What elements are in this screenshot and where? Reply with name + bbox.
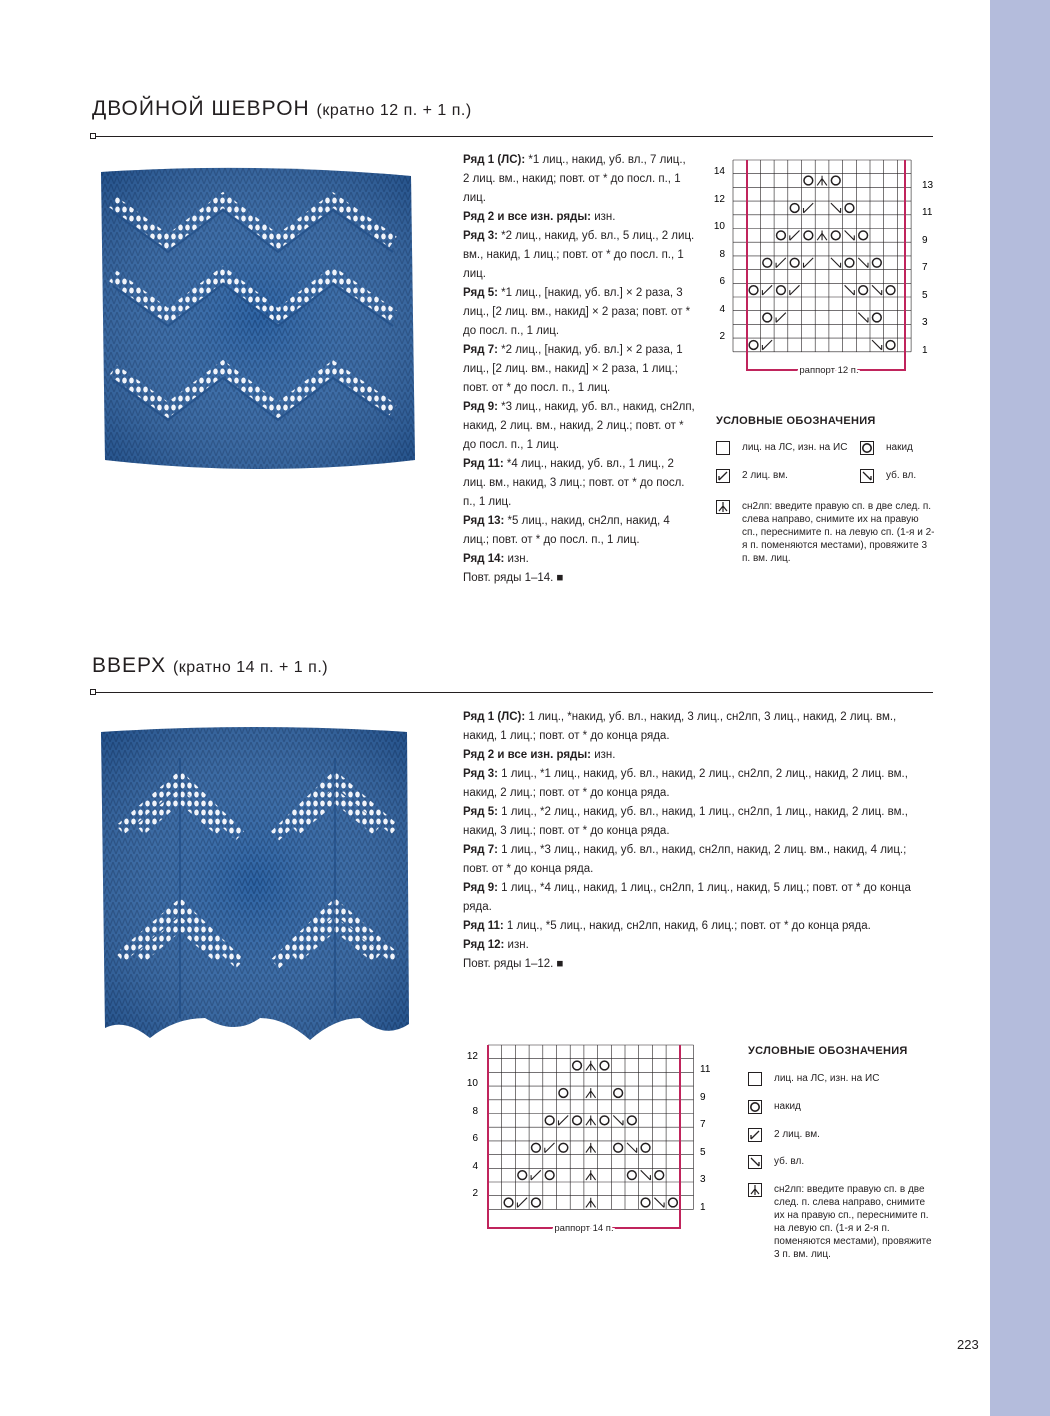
A-stitch (586, 1088, 596, 1098)
O-stitch (669, 1198, 678, 1207)
legend-item (748, 1183, 933, 1261)
row-number: 1 (922, 345, 928, 356)
A-stitch (586, 1170, 596, 1180)
row-text: изн. (591, 211, 616, 223)
O-stitch (859, 231, 868, 240)
row-instruction (463, 208, 695, 227)
\-stitch (831, 203, 841, 213)
section-name: ВВЕРХ (92, 654, 167, 677)
row-text: *1 лиц., [накид, уб. вл.] × 2 раза, 3 лиц., [2 лиц. вм., накид] × 2 раза; повт. от * до посл. п., 1 лиц. (463, 287, 691, 337)
row-text: *2 лиц., накид, уб. вл., 5 лиц., 2 лиц. вм., накид, 1 лиц.; повт. от * до посл. п., 1 лиц. (463, 230, 695, 280)
swatch-photo-upward (95, 718, 415, 1063)
row-instruction (463, 879, 933, 917)
O-stitch (600, 1061, 609, 1070)
row-instruction (463, 284, 695, 341)
row-label: Ряд 1 (ЛС): (463, 154, 526, 166)
row-text: 1 лиц., *2 лиц., накид, уб. вл., накид, 1 лиц., сн2лп, 1 лиц., накид, 2 лиц. вм., накид, 3 лиц.; повт. от * до конца ряда. (463, 806, 908, 837)
A-stitch (586, 1198, 596, 1208)
legend-item (716, 469, 788, 483)
O-stitch (763, 313, 772, 322)
legend-item (716, 500, 936, 565)
\-stitch (654, 1198, 664, 1208)
O-stitch (804, 231, 813, 240)
row-text: 1 лиц., *3 лиц., накид, уб. вл., накид, сн2лп, накид, 2 лиц. вм., накид, 4 лиц.; повт. от * до конца ряда. (463, 844, 907, 875)
row-instruction (463, 936, 933, 955)
row-number: 7 (922, 262, 928, 273)
O-stitch (886, 286, 895, 295)
legend-text: накид (886, 442, 913, 453)
repeat-note (463, 569, 695, 588)
row-number: 10 (713, 221, 725, 232)
legend-title: УСЛОВНЫЕ ОБОЗНАЧЕНИЯ (716, 415, 876, 427)
legend-text: 2 лиц. вм. (742, 470, 788, 481)
row-number: 7 (700, 1119, 706, 1130)
/-stitch (790, 285, 800, 295)
row-number: 5 (922, 290, 928, 301)
row-text: Повт. ряды 1–14. ■ (463, 572, 564, 584)
ssk-icon (860, 469, 874, 483)
row-instruction (463, 151, 695, 208)
row-label: Ряд 7: (463, 844, 498, 856)
O-stitch (763, 258, 772, 267)
side-tab (990, 0, 1050, 1416)
row-number: 11 (700, 1064, 711, 1075)
O-stitch (655, 1171, 664, 1180)
/-stitch (531, 1170, 541, 1180)
row-text: изн. (504, 553, 529, 565)
O-stitch (518, 1171, 527, 1180)
repeat-label: раппорт 14 п. (554, 1223, 614, 1234)
O-stitch (859, 286, 868, 295)
\-stitch (845, 285, 855, 295)
O-stitch (804, 176, 813, 185)
row-text: *5 лиц., накид, сн2лп, накид, 4 лиц.; повт. от * до посл. п., 1 лиц. (463, 515, 670, 546)
legend-text: лиц. на ЛС, изн. на ИС (774, 1073, 880, 1084)
row-text: *1 лиц., накид, уб. вл., 7 лиц., 2 лиц. вм., накид; повт. от * до посл. п., 1 лиц. (463, 154, 686, 204)
rule-marker (90, 689, 96, 695)
row-number: 5 (700, 1147, 706, 1158)
legend-text: 2 лиц. вм. (774, 1129, 820, 1140)
O-stitch (627, 1171, 636, 1180)
\-stitch (858, 313, 868, 323)
/-stitch (517, 1198, 527, 1208)
instructions-double-chevron (463, 151, 695, 588)
row-text: 1 лиц., *накид, уб. вл., накид, 3 лиц., сн2лп, 3 лиц., накид, 2 лиц. вм., накид, 1 лиц.; повт. от * до конца ряда. (463, 711, 897, 742)
legend-title: УСЛОВНЫЕ ОБОЗНАЧЕНИЯ (748, 1045, 908, 1057)
rule-marker (90, 133, 96, 139)
\-stitch (872, 285, 882, 295)
chart-symbols (749, 176, 895, 350)
row-label: Ряд 5: (463, 806, 498, 818)
row-instruction (463, 455, 695, 512)
row-number: 10 (466, 1078, 478, 1089)
legend-item (716, 441, 847, 455)
/-stitch (762, 340, 772, 350)
row-number: 2 (719, 331, 725, 342)
O-stitch (532, 1143, 541, 1152)
row-number: 4 (719, 304, 725, 315)
\-stitch (641, 1170, 651, 1180)
O-stitch (614, 1143, 623, 1152)
legend-text: уб. вл. (886, 470, 917, 481)
row-label: Ряд 11: (463, 458, 504, 470)
O-stitch (573, 1116, 582, 1125)
k2tog-icon (748, 1128, 762, 1142)
section-multiple: (кратно 12 п. + 1 п.) (316, 102, 472, 119)
section-title (92, 654, 328, 678)
swatch-photo-double-chevron (93, 160, 425, 498)
row-instruction (463, 917, 933, 936)
row-number: 11 (922, 207, 933, 218)
row-number: 2 (472, 1188, 478, 1199)
O-stitch (627, 1116, 636, 1125)
legend-text: уб. вл. (774, 1156, 805, 1167)
legend-text: накид (774, 1101, 801, 1112)
A-stitch (586, 1143, 596, 1153)
chart-symbols (504, 1061, 677, 1208)
row-label: Ряд 12: (463, 939, 505, 951)
section-rule (93, 692, 933, 693)
row-number: 1 (700, 1202, 706, 1213)
row-label: Ряд 9: (463, 401, 498, 413)
row-label: Ряд 14: (463, 553, 505, 565)
/-stitch (545, 1143, 555, 1153)
row-number: 12 (713, 194, 725, 205)
O-stitch (872, 258, 881, 267)
row-number: 9 (922, 235, 928, 246)
\-stitch (613, 1116, 623, 1126)
section-rule (93, 136, 933, 137)
chart-upward (460, 1040, 720, 1240)
row-instruction (463, 746, 933, 765)
legend-item (748, 1155, 804, 1169)
row-instruction (463, 765, 933, 803)
yarn-over-icon (860, 441, 874, 455)
legend-text: лиц. на ЛС, изн. на ИС (742, 442, 848, 453)
row-number: 3 (700, 1174, 706, 1185)
row-instruction (463, 341, 695, 398)
O-stitch (504, 1198, 513, 1207)
row-text: Повт. ряды 1–12. ■ (463, 958, 564, 970)
row-label: Ряд 11: (463, 920, 504, 932)
chart-grid (733, 160, 911, 352)
row-number: 4 (472, 1161, 478, 1172)
repeat-label: раппорт 12 п. (799, 365, 859, 376)
row-label: Ряд 5: (463, 287, 498, 299)
O-stitch (845, 204, 854, 213)
A-stitch (586, 1116, 596, 1126)
row-number: 8 (719, 249, 725, 260)
repeat-note (463, 955, 933, 974)
ssk-icon (748, 1155, 762, 1169)
row-number: 8 (472, 1106, 478, 1117)
row-number: 12 (466, 1051, 478, 1062)
legend-item (748, 1072, 879, 1086)
O-stitch (573, 1061, 582, 1070)
instructions-upward (463, 708, 933, 974)
O-stitch (831, 176, 840, 185)
O-stitch (777, 231, 786, 240)
O-stitch (831, 231, 840, 240)
O-stitch (872, 313, 881, 322)
/-stitch (762, 285, 772, 295)
O-stitch (845, 258, 854, 267)
/-stitch (776, 313, 786, 323)
O-stitch (559, 1089, 568, 1098)
\-stitch (831, 258, 841, 268)
O-stitch (641, 1198, 650, 1207)
legend-text: сн2лп: введите правую сп. в две след. п. слева направо, снимите их на правую сп., переснимите п. на левую сп. (1-я и 2-я п. поменяются местами), провяжите 3 п. вм. лиц. (742, 501, 935, 564)
row-text: изн. (591, 749, 616, 761)
O-stitch (545, 1116, 554, 1125)
row-instruction (463, 550, 695, 569)
row-label: Ряд 7: (463, 344, 498, 356)
/-stitch (790, 231, 800, 241)
/-stitch (804, 258, 814, 268)
row-text: изн. (504, 939, 529, 951)
A-stitch (586, 1061, 596, 1071)
legend-item (860, 469, 916, 483)
O-stitch (600, 1116, 609, 1125)
O-stitch (790, 204, 799, 213)
row-label: Ряд 2 и все изн. ряды: (463, 749, 592, 761)
row-number: 14 (713, 166, 725, 177)
empty-square-icon (716, 441, 730, 455)
O-stitch (749, 341, 758, 350)
empty-square-icon (748, 1072, 762, 1086)
row-number: 13 (922, 180, 934, 191)
double-decrease-icon (716, 500, 730, 514)
\-stitch (845, 231, 855, 241)
\-stitch (627, 1143, 637, 1153)
page-number: 223 (957, 1337, 979, 1352)
O-stitch (559, 1143, 568, 1152)
/-stitch (804, 203, 814, 213)
O-stitch (545, 1171, 554, 1180)
/-stitch (776, 258, 786, 268)
row-number: 3 (922, 317, 928, 328)
O-stitch (749, 286, 758, 295)
k2tog-icon (716, 469, 730, 483)
section-multiple: (кратно 14 п. + 1 п.) (172, 659, 329, 676)
row-number: 6 (472, 1133, 478, 1144)
chart-double-chevron (705, 155, 945, 380)
A-stitch (817, 176, 827, 186)
row-text: *2 лиц., [накид, уб. вл.] × 2 раза, 1 лиц., [2 лиц. вм., накид] × 2 раза, 1 лиц.; повт. от * до посл. п., 1 лиц. (463, 344, 683, 394)
row-text: *4 лиц., накид, уб. вл., 1 лиц., 2 лиц. вм., накид, 3 лиц.; повт. от * до посл. п., 1 лиц. (463, 458, 685, 508)
row-instruction (463, 398, 695, 455)
legend-item (748, 1100, 801, 1114)
O-stitch (641, 1143, 650, 1152)
section-name: ДВОЙНОЙ ШЕВРОН (92, 97, 310, 120)
\-stitch (872, 340, 882, 350)
legend-text: сн2лп: введите правую сп. в две след. п. слева направо, снимите их на правую сп., переснимите п. на левую сп. (1-я и 2-я п. поменяются местами), провяжите 3 п. вм. лиц. (774, 1184, 932, 1260)
row-instruction (463, 803, 933, 841)
row-number: 6 (719, 276, 725, 287)
section-title (92, 97, 472, 121)
A-stitch (817, 231, 827, 241)
row-instruction (463, 227, 695, 284)
legend-item (748, 1128, 820, 1142)
row-label: Ряд 3: (463, 230, 498, 242)
row-label: Ряд 3: (463, 768, 498, 780)
row-label: Ряд 13: (463, 515, 505, 527)
O-stitch (777, 286, 786, 295)
O-stitch (790, 258, 799, 267)
row-instruction (463, 841, 933, 879)
O-stitch (614, 1089, 623, 1098)
O-stitch (532, 1198, 541, 1207)
row-label: Ряд 2 и все изн. ряды: (463, 211, 592, 223)
row-text: 1 лиц., *1 лиц., накид, уб. вл., накид, 2 лиц., сн2лп, 2 лиц., накид, 2 лиц. вм., накид, 2 лиц.; повт. от * до конца ряда. (463, 768, 908, 799)
/-stitch (559, 1116, 569, 1126)
row-label: Ряд 9: (463, 882, 498, 894)
legend-item (860, 441, 913, 455)
row-text: *3 лиц., накид, уб. вл., накид, сн2лп, накид, 2 лиц. вм., накид, 2 лиц.; повт. от * до посл. п., 1 лиц. (463, 401, 695, 451)
row-instruction (463, 708, 933, 746)
\-stitch (858, 258, 868, 268)
O-stitch (886, 341, 895, 350)
yarn-over-icon (748, 1100, 762, 1114)
row-instruction (463, 512, 695, 550)
double-decrease-icon (748, 1183, 762, 1197)
row-number: 9 (700, 1092, 706, 1103)
row-label: Ряд 1 (ЛС): (463, 711, 526, 723)
row-text: 1 лиц., *5 лиц., накид, сн2лп, накид, 6 лиц.; повт. от * до конца ряда. (503, 920, 871, 932)
row-text: 1 лиц., *4 лиц., накид, 1 лиц., сн2лп, 1 лиц., накид, 5 лиц.; повт. от * до конца ряда. (463, 882, 911, 913)
